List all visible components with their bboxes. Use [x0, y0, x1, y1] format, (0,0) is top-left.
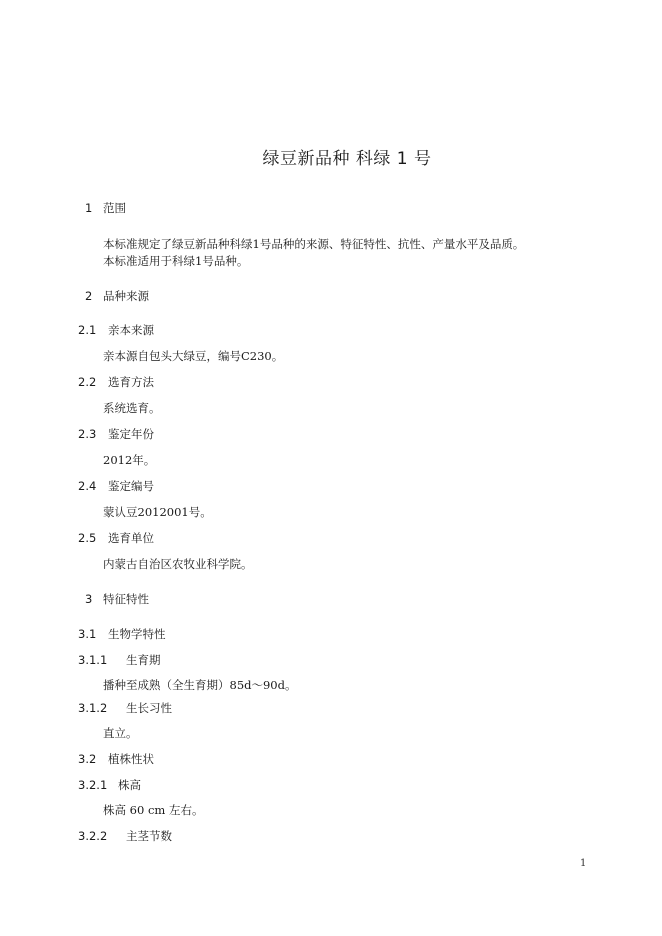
section-title: 生物学特性 — [108, 627, 166, 641]
section-2-heading — [85, 288, 149, 304]
section-number: 3.2.1 — [78, 778, 108, 792]
section-number: 1 — [85, 201, 93, 215]
section-title: 亲本来源 — [108, 323, 154, 337]
paragraph: 内蒙古自治区农牧业科学院。 — [103, 557, 253, 571]
section-title: 选育方法 — [108, 375, 154, 389]
section-title: 鉴定编号 — [108, 479, 154, 493]
paragraph: 亲本源自包头大绿豆，编号C230。 — [103, 349, 284, 363]
section-number: 3.1.2 — [78, 701, 108, 715]
section-title: 鉴定年份 — [108, 427, 154, 441]
paragraph: 本标准规定了绿豆新品种科绿1号品种的来源、特征特性、抗性、产量水平及品质。 — [103, 237, 525, 251]
section-title: 植株性状 — [108, 752, 154, 766]
section-3-2-1-heading — [78, 777, 141, 793]
section-title: 范围 — [103, 201, 126, 215]
paragraph: 系统选育。 — [103, 401, 161, 415]
section-2-3-heading — [78, 426, 154, 442]
section-2-1-heading — [78, 322, 154, 338]
section-number: 2.3 — [78, 427, 97, 441]
section-3-1-2-heading — [78, 700, 172, 716]
paragraph: 播种至成熟（全生育期）85d～90d。 — [103, 678, 297, 692]
section-title: 主茎节数 — [126, 829, 172, 843]
section-number: 3.1 — [78, 627, 97, 641]
section-number: 3.2 — [78, 752, 97, 766]
paragraph: 株高 60 cm 左右。 — [103, 803, 204, 817]
section-number: 3.2.2 — [78, 829, 108, 843]
section-3-heading — [85, 591, 149, 607]
section-title: 株高 — [118, 778, 141, 792]
section-2-4-heading — [78, 478, 154, 494]
document-title: 绿豆新品种 科绿 1 号 — [262, 149, 432, 169]
section-number: 2.1 — [78, 323, 97, 337]
section-number: 2.5 — [78, 531, 97, 545]
section-3-2-heading — [78, 751, 154, 767]
paragraph: 本标准适用于科绿1号品种。 — [103, 254, 249, 268]
section-2-5-heading — [78, 530, 154, 546]
section-2-2-heading — [78, 374, 154, 390]
section-number: 2.2 — [78, 375, 97, 389]
section-title: 特征特性 — [103, 592, 149, 606]
section-title: 品种来源 — [103, 289, 149, 303]
section-number: 2.4 — [78, 479, 97, 493]
section-number: 3 — [85, 592, 93, 606]
section-title: 选育单位 — [108, 531, 154, 545]
section-3-2-2-heading — [78, 828, 172, 844]
paragraph: 蒙认豆2012001号。 — [103, 505, 212, 519]
paragraph: 2012年。 — [103, 453, 156, 467]
section-3-1-heading — [78, 626, 166, 642]
section-title: 生育期 — [126, 653, 161, 667]
paragraph: 直立。 — [103, 726, 138, 740]
section-number: 3.1.1 — [78, 653, 108, 667]
section-title: 生长习性 — [126, 701, 172, 715]
section-1-heading — [85, 200, 126, 216]
section-number: 2 — [85, 289, 93, 303]
page-number: 1 — [580, 858, 587, 869]
section-3-1-1-heading — [78, 652, 161, 668]
